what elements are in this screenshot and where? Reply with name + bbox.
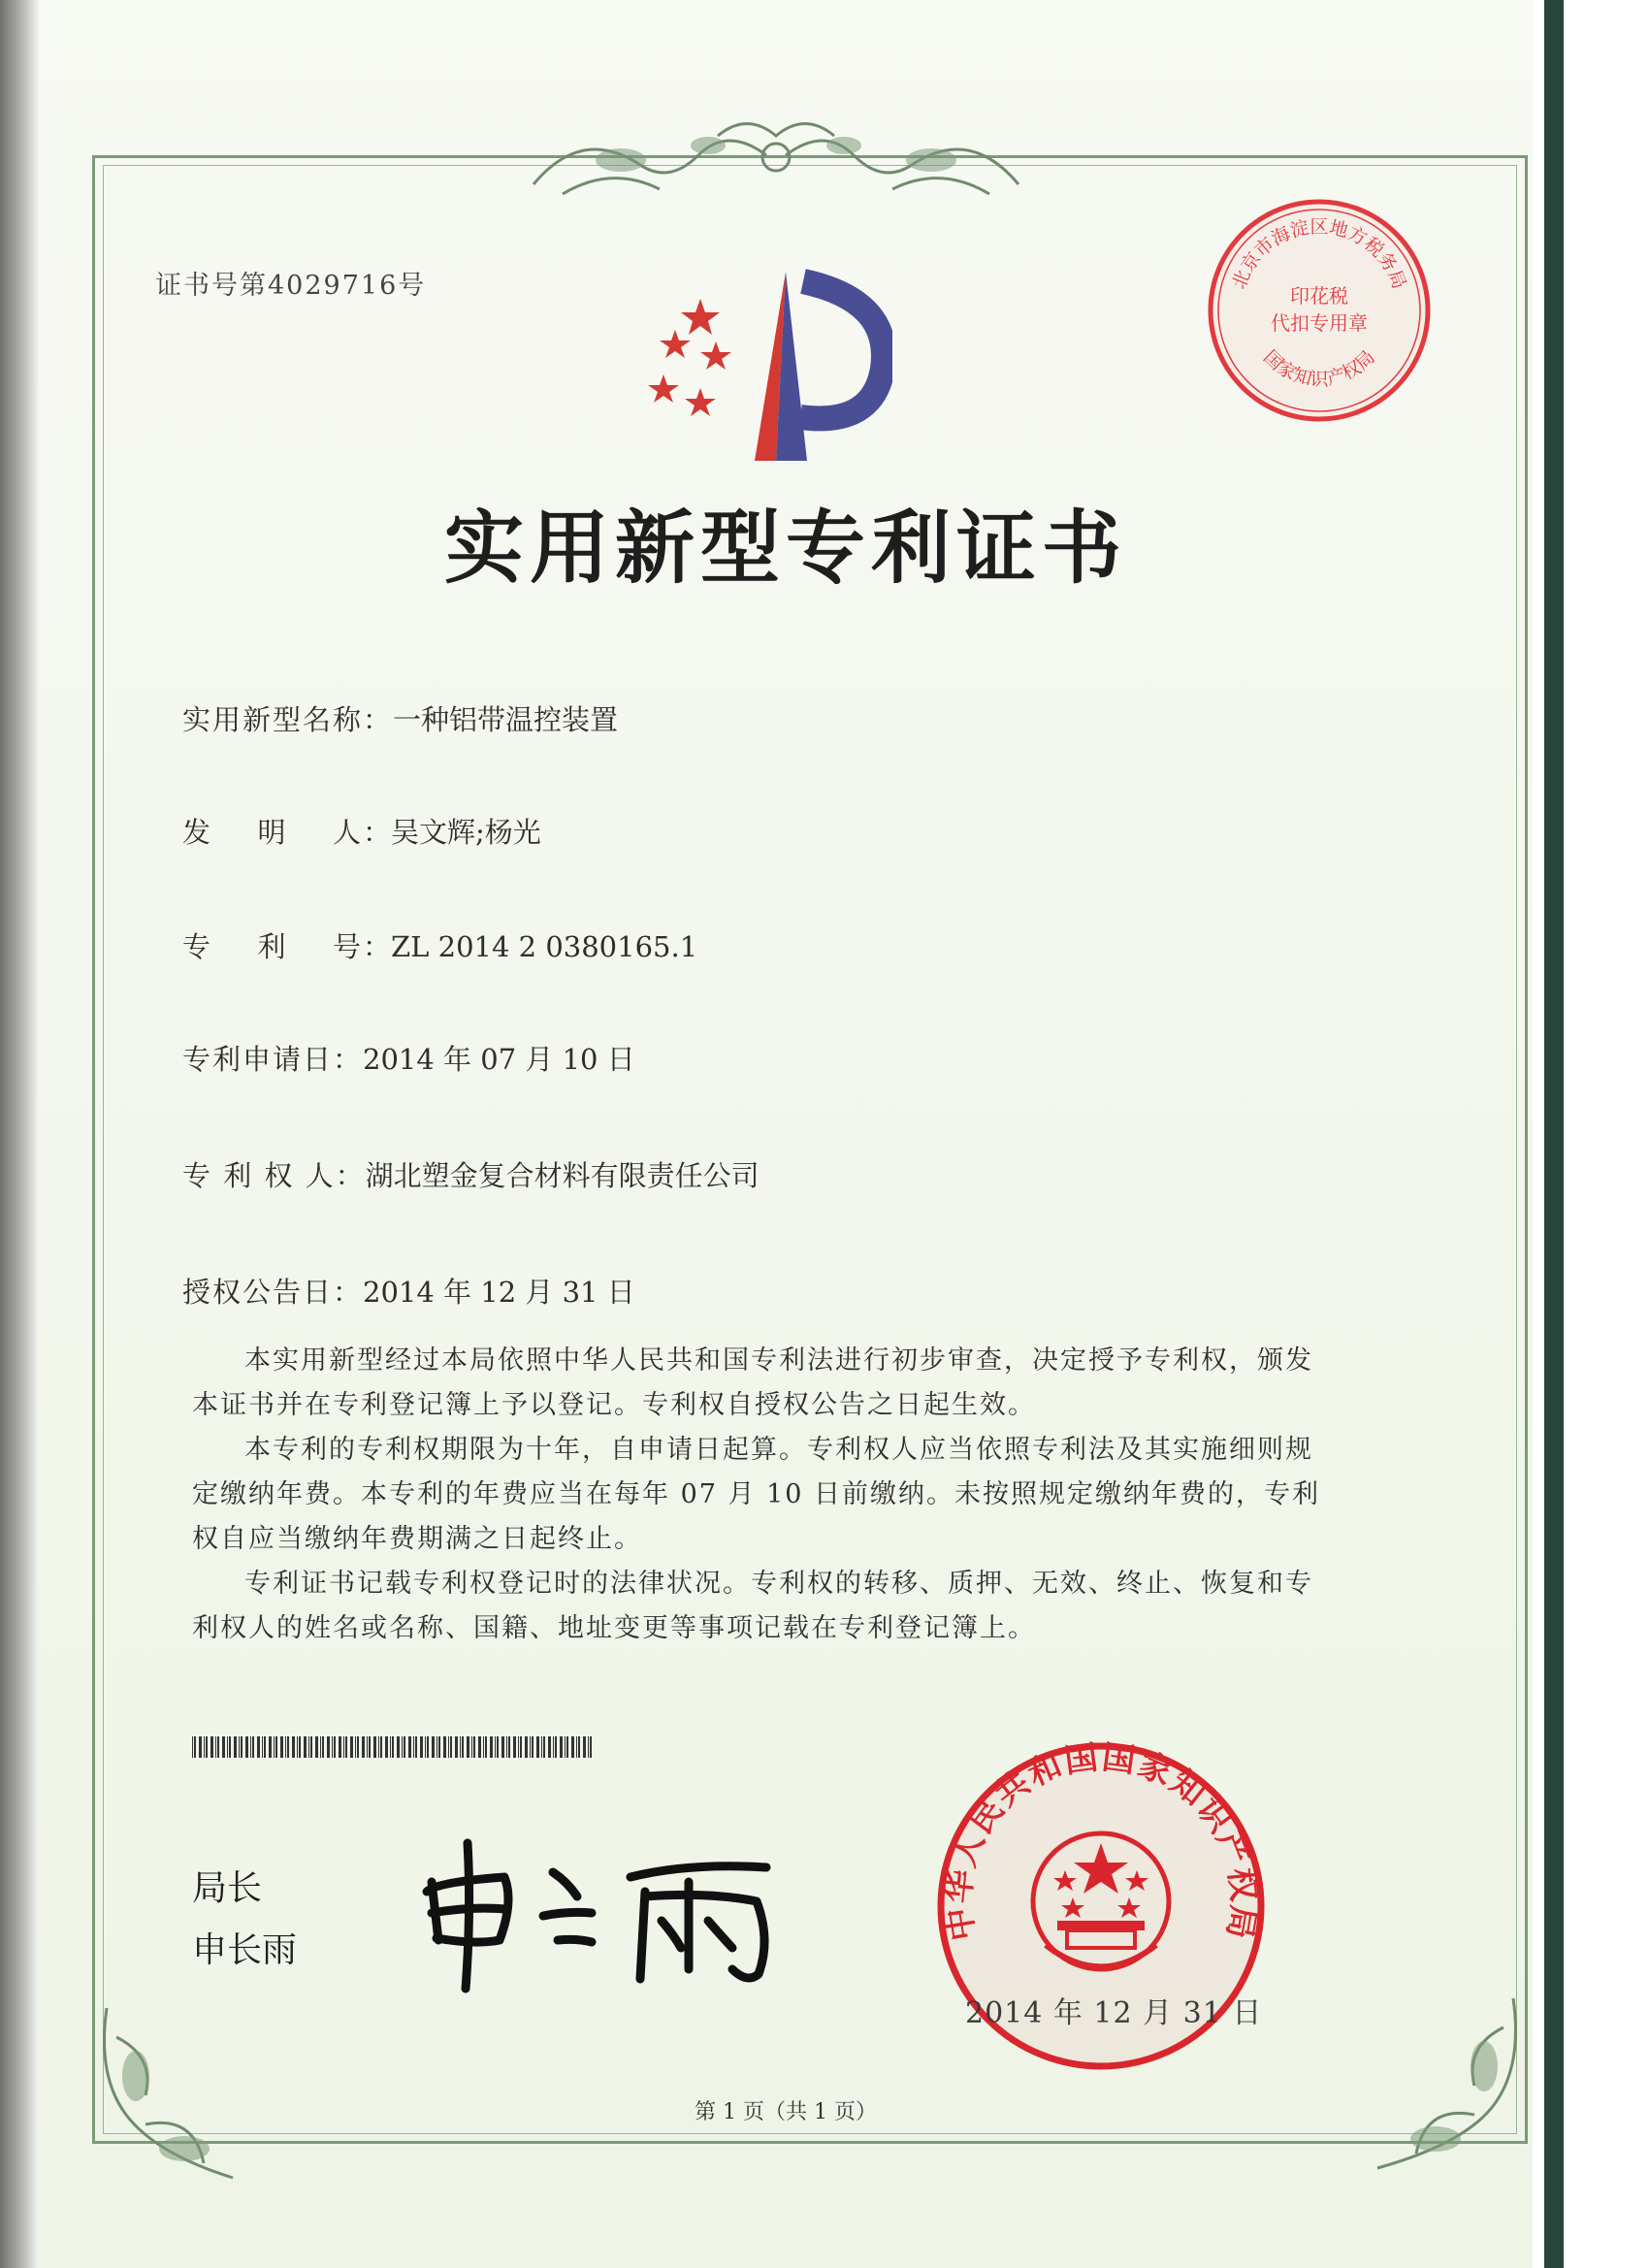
field-value: 2014 年 12 月 31 日	[363, 1276, 635, 1309]
stamp-duty-inner-line1: 印花税	[1290, 284, 1348, 308]
page-number: 第 1 页（共 1 页）	[695, 2100, 877, 2124]
field-label: 发 明 人	[182, 816, 363, 849]
seal-text: 中华人民共和国国家知识产权局	[939, 1737, 1263, 1944]
seal-date: 2014 年 12 月 31 日	[965, 1996, 1263, 2030]
field-label: 实用新型名称：	[182, 703, 394, 736]
patent-office-emblem	[640, 262, 892, 466]
field-label: 专 利 权 人：	[182, 1159, 366, 1192]
field-label: 专利申请日：	[182, 1043, 364, 1076]
star-icon	[648, 299, 731, 416]
utility-model-name-field	[182, 698, 618, 738]
certificate-number: 证书号第4029716号	[155, 271, 427, 301]
field-value: 2014 年 07 月 10 日	[363, 1043, 635, 1076]
body-paragraph: 本实用新型经过本局依照中华人民共和国专利法进行初步审查，决定授予专利权，颁发本证书并在专利登记簿上予以登记。专利权自授权公告之日起生效。	[192, 1345, 1313, 1420]
patent-number-field	[182, 925, 697, 965]
field-value: 吴文辉;杨光	[391, 816, 541, 849]
field-value: 湖北塑金复合材料有限责任公司	[365, 1159, 760, 1192]
director-signature	[398, 1824, 815, 1998]
body-paragraph: 本专利的专利权期限为十年，自申请日起算。专利权人应当依照专利法及其实施细则规定缴纳年费。本专利的年费应当在每年 07 月 10 日前缴纳。未按照规定缴纳年费的，专利权自应当缴纳年费期满之日起终止。	[192, 1435, 1321, 1554]
field-value: ZL 2014 2 0380165.1	[391, 930, 698, 963]
grant-date-field	[182, 1271, 635, 1311]
field-label: 专 利 号	[182, 930, 363, 963]
folder-edge	[1544, 0, 1564, 2268]
stamp-duty-seal	[1203, 194, 1436, 427]
certificate-page	[39, 0, 1533, 2268]
director-title: 局长	[192, 1868, 263, 1908]
field-separator: ：	[363, 816, 392, 849]
director-name: 申长雨	[192, 1930, 298, 1970]
certificate-title: 实用新型专利证书	[443, 502, 1127, 595]
stamp-duty-outer-text: 北京市海淀区地方税务局	[1228, 216, 1410, 292]
bottom-right-ornament	[1339, 1989, 1533, 2183]
patentee-field	[182, 1154, 760, 1194]
body-paragraph: 专利证书记载专利权登记时的法律状况。专利权的转移、质押、无效、终止、恢复和专利权人的姓名或名称、国籍、地址变更等事项记载在专利登记簿上。	[192, 1569, 1313, 1643]
inventor-field	[182, 811, 541, 851]
scan-shadow	[0, 0, 39, 2268]
barcode	[192, 1736, 596, 1758]
stamp-duty-inner-line2: 代扣专用章	[1271, 311, 1368, 335]
application-date-field	[182, 1038, 635, 1078]
field-separator: ：	[363, 930, 392, 963]
top-ornament	[524, 107, 1028, 213]
certificate-body	[192, 1339, 1337, 1651]
stamp-duty-bottom-text: 国家知识产权局	[1259, 346, 1379, 390]
field-label: 授权公告日：	[182, 1276, 364, 1309]
field-value: 一种铝带温控装置	[393, 703, 619, 736]
